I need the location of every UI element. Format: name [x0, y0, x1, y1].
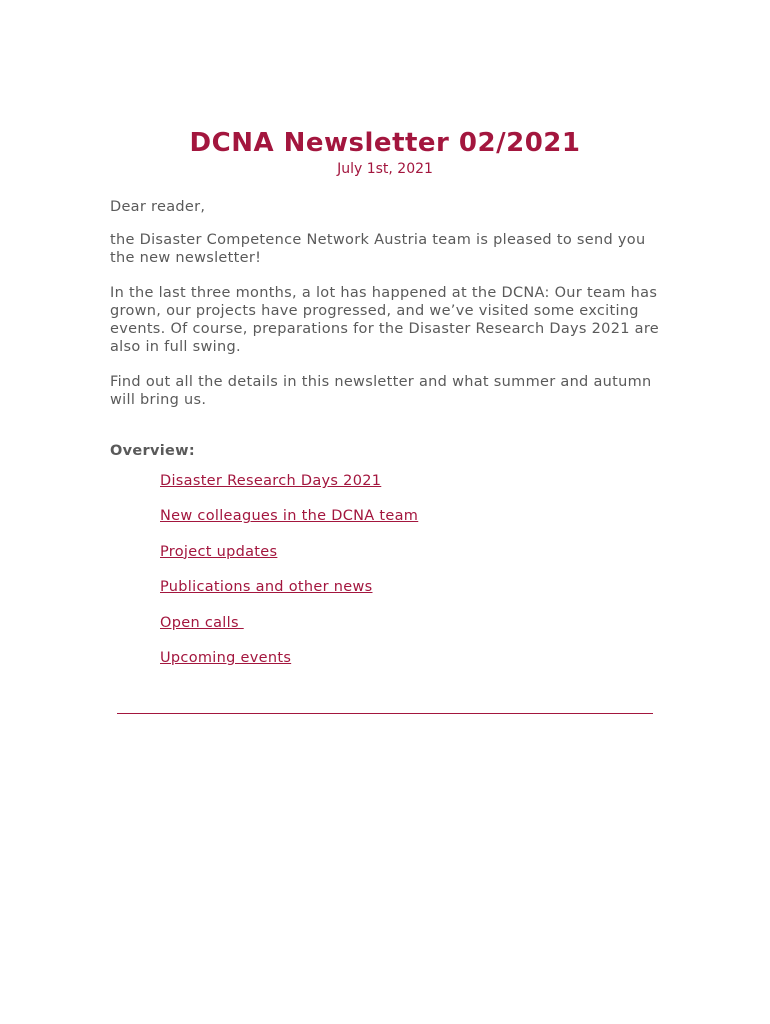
overview-link-list — [160, 470, 418, 682]
link-open-calls[interactable]: Open calls — [160, 614, 244, 631]
intro-paragraph: In the last three months, a lot has happened at the DCNA: Our team has grown, our projects have progressed, and we’ve visited some exciting events. Of course, preparations for the Disaster Research Days 2021 are also in full swing. — [110, 285, 660, 355]
link-upcoming-events[interactable]: Upcoming events — [160, 649, 292, 666]
link-disaster-research-days[interactable]: Disaster Research Days 2021 — [160, 473, 382, 489]
link-publications-news[interactable]: Publications and other news — [160, 579, 373, 596]
list-item — [160, 541, 418, 576]
newsletter-date: July 1st, 2021 — [337, 161, 433, 177]
newsletter-title: DCNA Newsletter 02/2021 — [189, 128, 581, 158]
list-item — [160, 470, 418, 505]
intro-paragraph: Find out all the details in this newsletter and what summer and autumn will bring us. — [110, 374, 652, 408]
intro-paragraph: the Disaster Competence Network Austria team is pleased to send you the new newsletter! — [110, 232, 646, 266]
list-item — [160, 647, 418, 682]
greeting-text: Dear reader, — [110, 199, 206, 215]
section-divider — [117, 713, 653, 714]
list-item — [160, 612, 418, 647]
link-project-updates[interactable]: Project updates — [160, 543, 278, 560]
list-item — [160, 505, 418, 540]
overview-heading: Overview: — [110, 443, 195, 459]
list-item — [160, 576, 418, 611]
link-new-colleagues[interactable]: New colleagues in the DCNA team — [160, 508, 419, 525]
